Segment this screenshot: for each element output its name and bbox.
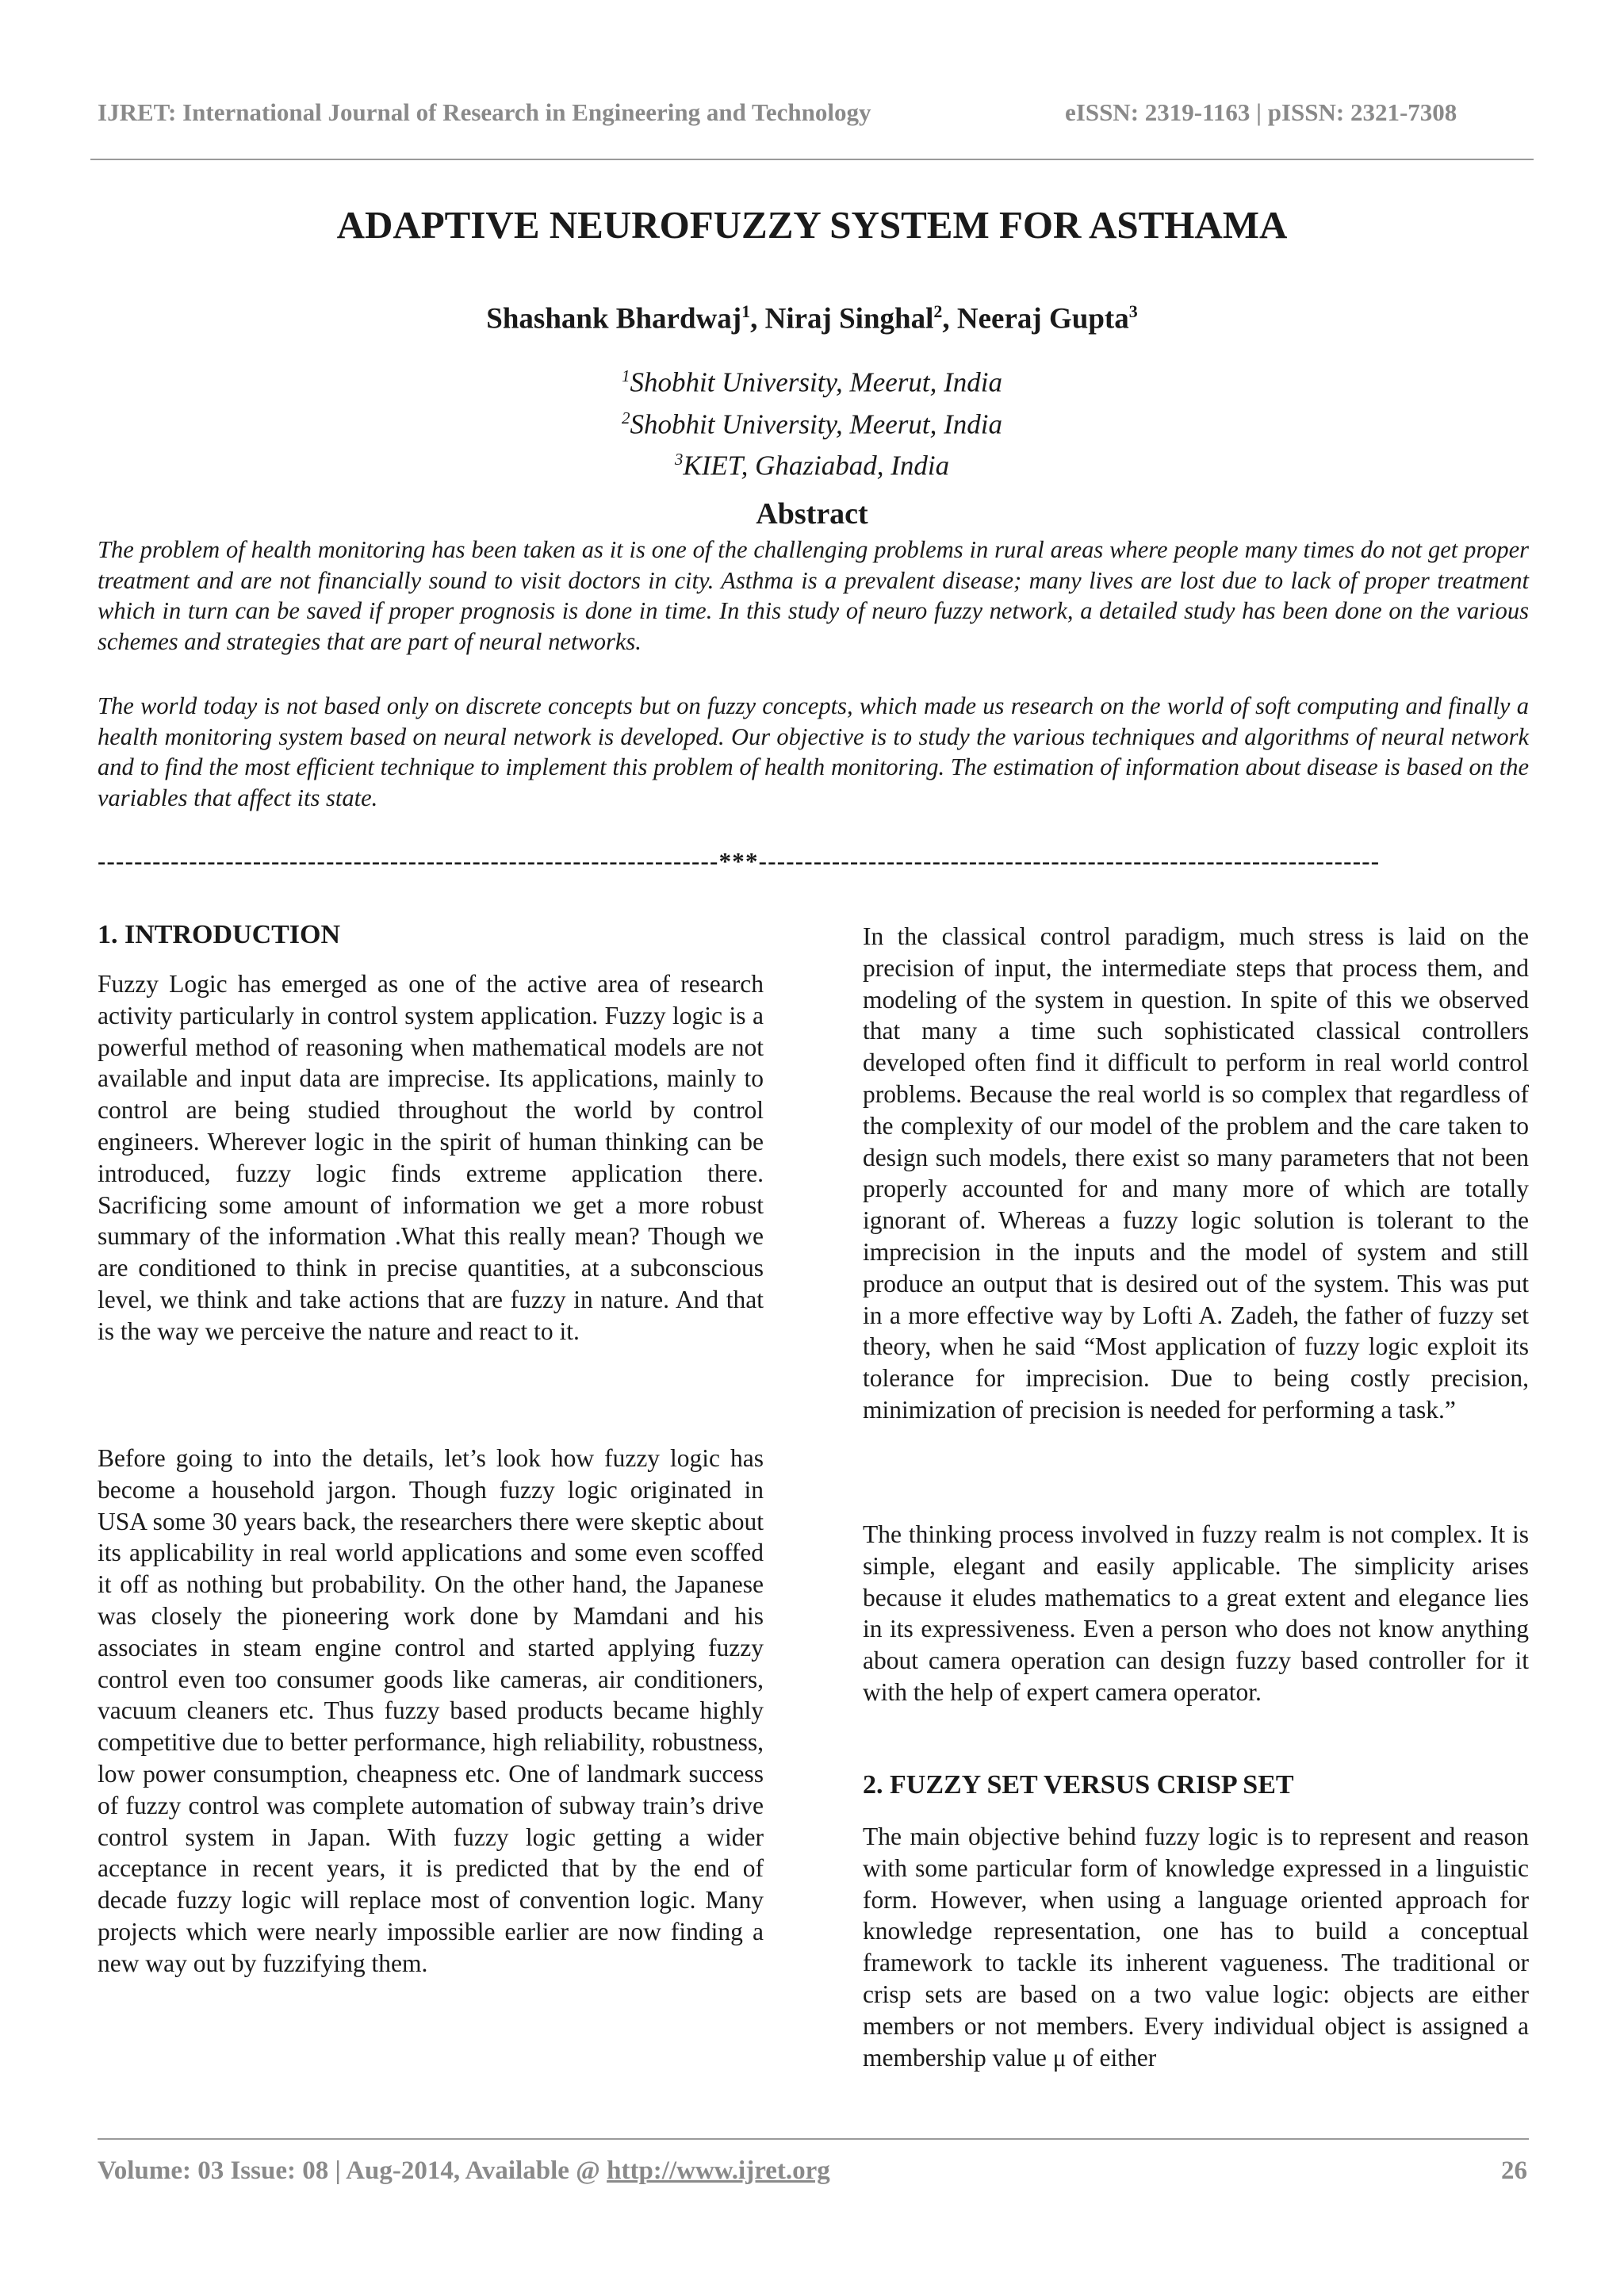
author-name: Niraj Singhal [764,302,934,335]
section-heading-fuzzy-vs-crisp: 2. FUZZY SET VERSUS CRISP SET [863,1770,1294,1800]
abstract-paragraph: The world today is not based only on discrete concepts but on fuzzy concepts, which made us research on the world of soft computing and finally a health monitoring system based on neural network is developed. Our objective is to study the various techniques and algorithms of neural network and to find the most efficient technique to implement this problem of health monitoring. The estimation of information about disease is based on the variables that affect its state. [98,692,1529,812]
author-separator: , [942,302,957,335]
page-number: 26 [1501,2156,1527,2185]
author-separator: , [750,302,765,335]
author-mark: 1 [741,301,751,321]
paragraph-text: Before going to into the details, let’s look how fuzzy logic has become a household jargon. Though fuzzy logic originated in USA some 30 years back, the researchers there were skeptic about its applicability in real world applications and some even scoffed it off as nothing but probability. On the other hand, the Japanese was closely the pioneering work done by Mamdani and his associates in steam engine control and started applying fuzzy control even too consumer goods like cameras, air conditioners, vacuum cleaners etc. Thus fuzzy based products became highly competitive due to better performance, high reliability, robustness, low power consumption, cheapness etc. One of landmark success of fuzzy control was complete automation of subway train’s drive control system in Japan. With fuzzy logic getting a wider acceptance in recent years, it is predicted that by the end of decade fuzzy logic will replace most of convention logic. Many projects which were nearly impossible earlier are now finding a new way out by fuzzifying them. [98,1444,764,1977]
abstract-heading: Abstract [756,497,868,531]
paragraph-text: Fuzzy Logic has emerged as one of the active area of research activity particularly in control system application. Fuzzy logic is a powerful method of reasoning when mathematical models are not available and input data are imprecise. Its applications, mainly to control are being studied throughout the world by control engineers. Wherever logic in the spirit of human thinking can be introduced, fuzzy logic finds extreme application there. Sacrificing some amount of information we get a more robust summary of the information .What this really mean? Though we are conditioned to think in precise quantities, at a subconscious level, we think and take actions that are fuzzy in nature. And that is the way we perceive the nature and react to it. [98,970,764,1345]
affiliation-mark: 2 [621,408,630,427]
paper-title: ADAPTIVE NEUROFUZZY SYSTEM FOR ASTHAMA [336,203,1288,247]
affiliation-mark: 3 [674,450,684,470]
affiliation-list [0,358,1624,484]
author-name: Shashank Bhardwaj [486,302,742,335]
paragraph-text: The thinking process involved in fuzzy realm is not complex. It is simple, elegant and easily applicable. The simplicity arises because it eludes mathematics to a great extent and elegance lies in its expressiveness. Even a person who does not know anything about camera operation can design fuzzy based controller for it with the help of expert camera operator. [863,1520,1529,1706]
journal-url-link[interactable]: http://www.ijret.org [607,2156,830,2185]
right-paragraph-3 [863,1821,1529,2073]
abstract-body [98,535,1529,657]
author-mark: 3 [1128,301,1138,321]
abstract-paragraph: The problem of health monitoring has been taken as it is one of the challenging problems in rural areas where people many times do not get proper treatment and are not financially sound to visit doctors in city. Asthma is a prevalent disease; many lives are lost due to lack of proper treatment which in turn can be saved if proper prognosis is done in time. In this study of neuro fuzzy network, a detailed study has been done on the various schemes and strategies that are part of neural networks. [98,536,1529,656]
footer-volume [98,2156,830,2186]
right-paragraph-2 [863,1519,1529,1708]
right-paragraph-1 [863,921,1529,1426]
affiliation [0,401,1624,443]
intro-paragraph-1 [98,968,764,1347]
section-separator: --------------------------------------------------------------------***-------------------------------------------------------------------- [98,847,1381,875]
intro-paragraph-2 [98,1443,764,1980]
issn-info: eISSN: 2319-1163 | pISSN: 2321-7308 [1065,98,1457,126]
author-list [0,301,1624,335]
header-rule [90,159,1534,160]
affiliation-mark: 1 [621,366,630,385]
affiliation-text: KIET, Ghaziabad, India [683,450,950,481]
author-mark: 2 [933,301,943,321]
abstract-body-2 [98,691,1529,814]
affiliation [0,442,1624,484]
affiliation-text: Shobhit University, Meerut, India [630,366,1002,398]
section-heading-introduction: 1. INTRODUCTION [98,920,341,949]
author-name: Neeraj Gupta [956,302,1129,335]
affiliation-text: Shobhit University, Meerut, India [630,408,1002,440]
footer-volume-text: Volume: 03 Issue: 08 | Aug-2014, Available @ [98,2156,607,2185]
paragraph-text: In the classical control paradigm, much stress is laid on the precision of input, the intermediate steps that process them, and modeling of the system in question. In spite of this we observed that many a time such sophisticated classical controllers developed often find it difficult to perform in real world control problems. Because the real world is so complex that regardless of the complexity of our model of the problem and the care taken to design such models, there exist so many parameters that not been properly accounted for and many more of which are totally ignorant of. Whereas a fuzzy logic solution is tolerant to the imprecision in the inputs and the model of system and still produce an output that is desired out of the system. This was put in a more effective way by Lofti A. Zadeh, the father of fuzzy set theory, when he said “Most application of fuzzy logic exploit its tolerance for imprecision. Due to being costly precision, minimization of precision is needed for performing a task.” [863,922,1529,1424]
journal-name: IJRET: International Journal of Research in Engineering and Technology [98,98,871,126]
footer-rule [98,2138,1529,2140]
affiliation [0,358,1624,401]
paragraph-text: The main objective behind fuzzy logic is to represent and reason with some particular form of knowledge expressed in a linguistic form. However, when using a language oriented approach for knowledge representation, one has to build a conceptual framework to tackle its inherent vagueness. The traditional or crisp sets are based on a two value logic: objects are either members or not members. Every individual object is assigned a membership value μ of either [863,1823,1529,2072]
